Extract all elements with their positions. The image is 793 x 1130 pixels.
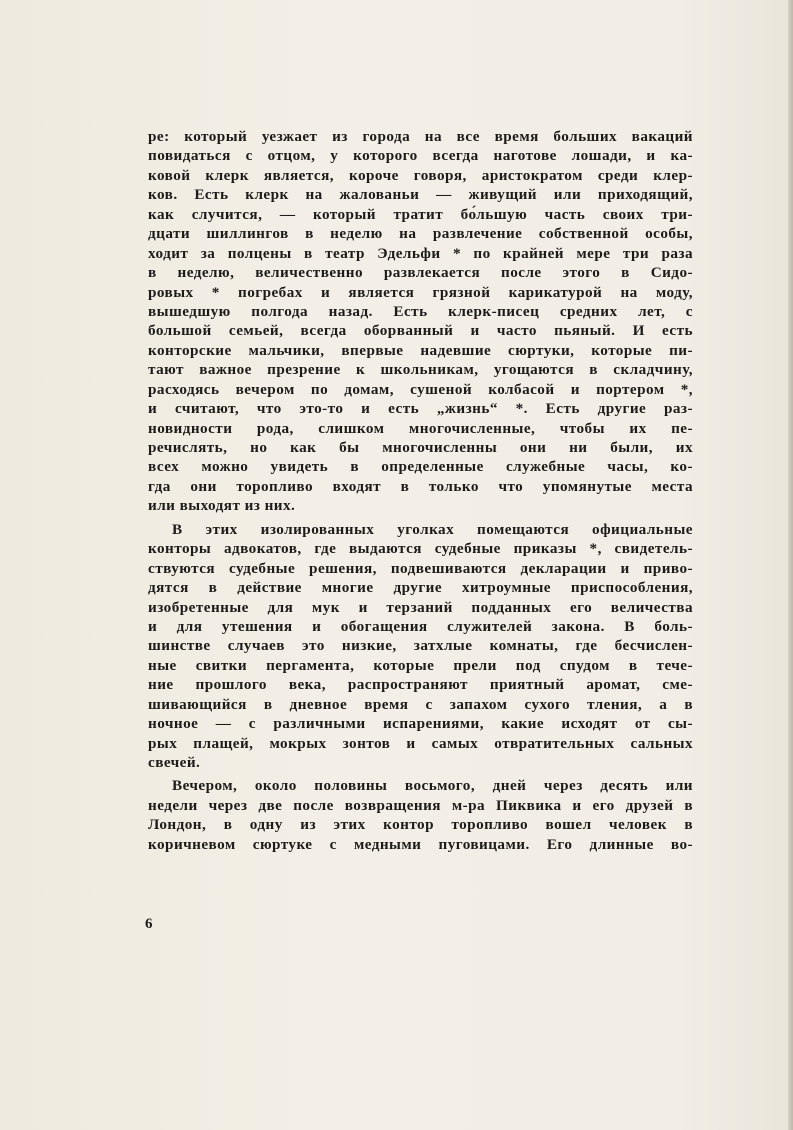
text-line: ковой клерк является, короче говоря, аристократом среди клер-	[148, 166, 693, 184]
text-line: шивающийся в дневное время с запахом сухого тления, а в	[148, 695, 693, 713]
text-line: ние прошлого века, распространяют приятный аромат, сме-	[148, 676, 693, 694]
text-line: рых плащей, мокрых зонтов и самых отвратительных сальных	[148, 734, 693, 752]
paragraph-1	[148, 127, 693, 516]
text-line: дцати шиллингов в неделю на развлечение собственной особы,	[148, 225, 693, 243]
page-number: 6	[145, 916, 153, 932]
text-line: и для утешения и обогащения служителей закона. В боль-	[148, 617, 693, 635]
text-line: недели через две после возвращения м-ра Пиквика и его друзей в	[148, 796, 693, 814]
paragraph-3	[148, 776, 693, 854]
text-line: конторские мальчики, впервые надевшие сюртуки, которые пи-	[148, 341, 693, 359]
text-line: свечей.	[148, 754, 201, 771]
text-line: коричневом сюртуке с медными пуговицами. Его длинные во-	[148, 835, 693, 853]
body-text	[148, 127, 693, 854]
text-line: в неделю, величественно развлекается после этого в Сидо-	[148, 264, 693, 282]
text-line: повидаться с отцом, у которого всегда наготове лошади, и ка-	[148, 147, 693, 165]
text-line: и считают, что это-то и есть „жизнь“ *. Есть другие раз-	[148, 400, 693, 418]
text-line: большой семьей, всегда оборванный и часто пьяный. И есть	[148, 322, 693, 340]
text-line: Лондон, в одну из этих контор торопливо вошел человек в	[148, 816, 693, 834]
paragraph-2	[148, 520, 693, 773]
text-line: всех можно увидеть в определенные служебные часы, ко-	[148, 458, 693, 476]
text-line: или выходят из них.	[148, 497, 296, 515]
text-line: ре: который уезжает из города на все время больших вакаций	[148, 128, 693, 145]
text-line: ровых * погребах и является грязной карикатурой на моду,	[148, 283, 693, 301]
text-line: вышедшую полгода назад. Есть клерк-писец средних лет, с	[148, 302, 693, 320]
text-line: как случится, — который тратит бо́льшую часть своих три-	[148, 205, 693, 223]
page-edge-shadow	[788, 0, 793, 1130]
text-line: новидности рода, слишком многочисленные, чтобы их пе-	[148, 419, 693, 437]
text-line: Вечером, около половины восьмого, дней через десять или	[172, 777, 693, 795]
text-line: расходясь вечером по домам, сушеной колбасой и портером *,	[148, 380, 693, 398]
text-line: речислять, но как бы многочисленны они ни были, их	[148, 439, 693, 456]
text-line: ходит за полцены в театр Эдельфи * по крайней мере три раза	[148, 244, 693, 262]
text-line: гда они торопливо входят в только что упомянутые места	[148, 477, 693, 495]
text-line: тают важное презрение к школьникам, угощаются в складчину,	[148, 361, 693, 379]
text-line: шинстве случаев это низкие, затхлые комнаты, где бесчислен-	[148, 637, 693, 655]
text-line: конторы адвокатов, где выдаются судебные приказы *, свидетель-	[148, 540, 693, 558]
text-line: изобретенные для мук и терзаний подданных его величества	[148, 598, 693, 616]
text-line: ков. Есть клерк на жалованьи — живущий или приходящий,	[148, 186, 693, 204]
text-line: дятся в действие многие другие хитроумные приспособления,	[148, 579, 693, 597]
text-line: ночное — с различными испарениями, какие исходят от сы-	[148, 715, 693, 733]
text-line: В этих изолированных уголках помещаются официальные	[172, 520, 693, 538]
text-line: ствуются судебные решения, подвешиваются декларации и приво-	[148, 559, 693, 577]
text-line: ные свитки пергамента, которые прели под спудом в тече-	[148, 656, 693, 674]
